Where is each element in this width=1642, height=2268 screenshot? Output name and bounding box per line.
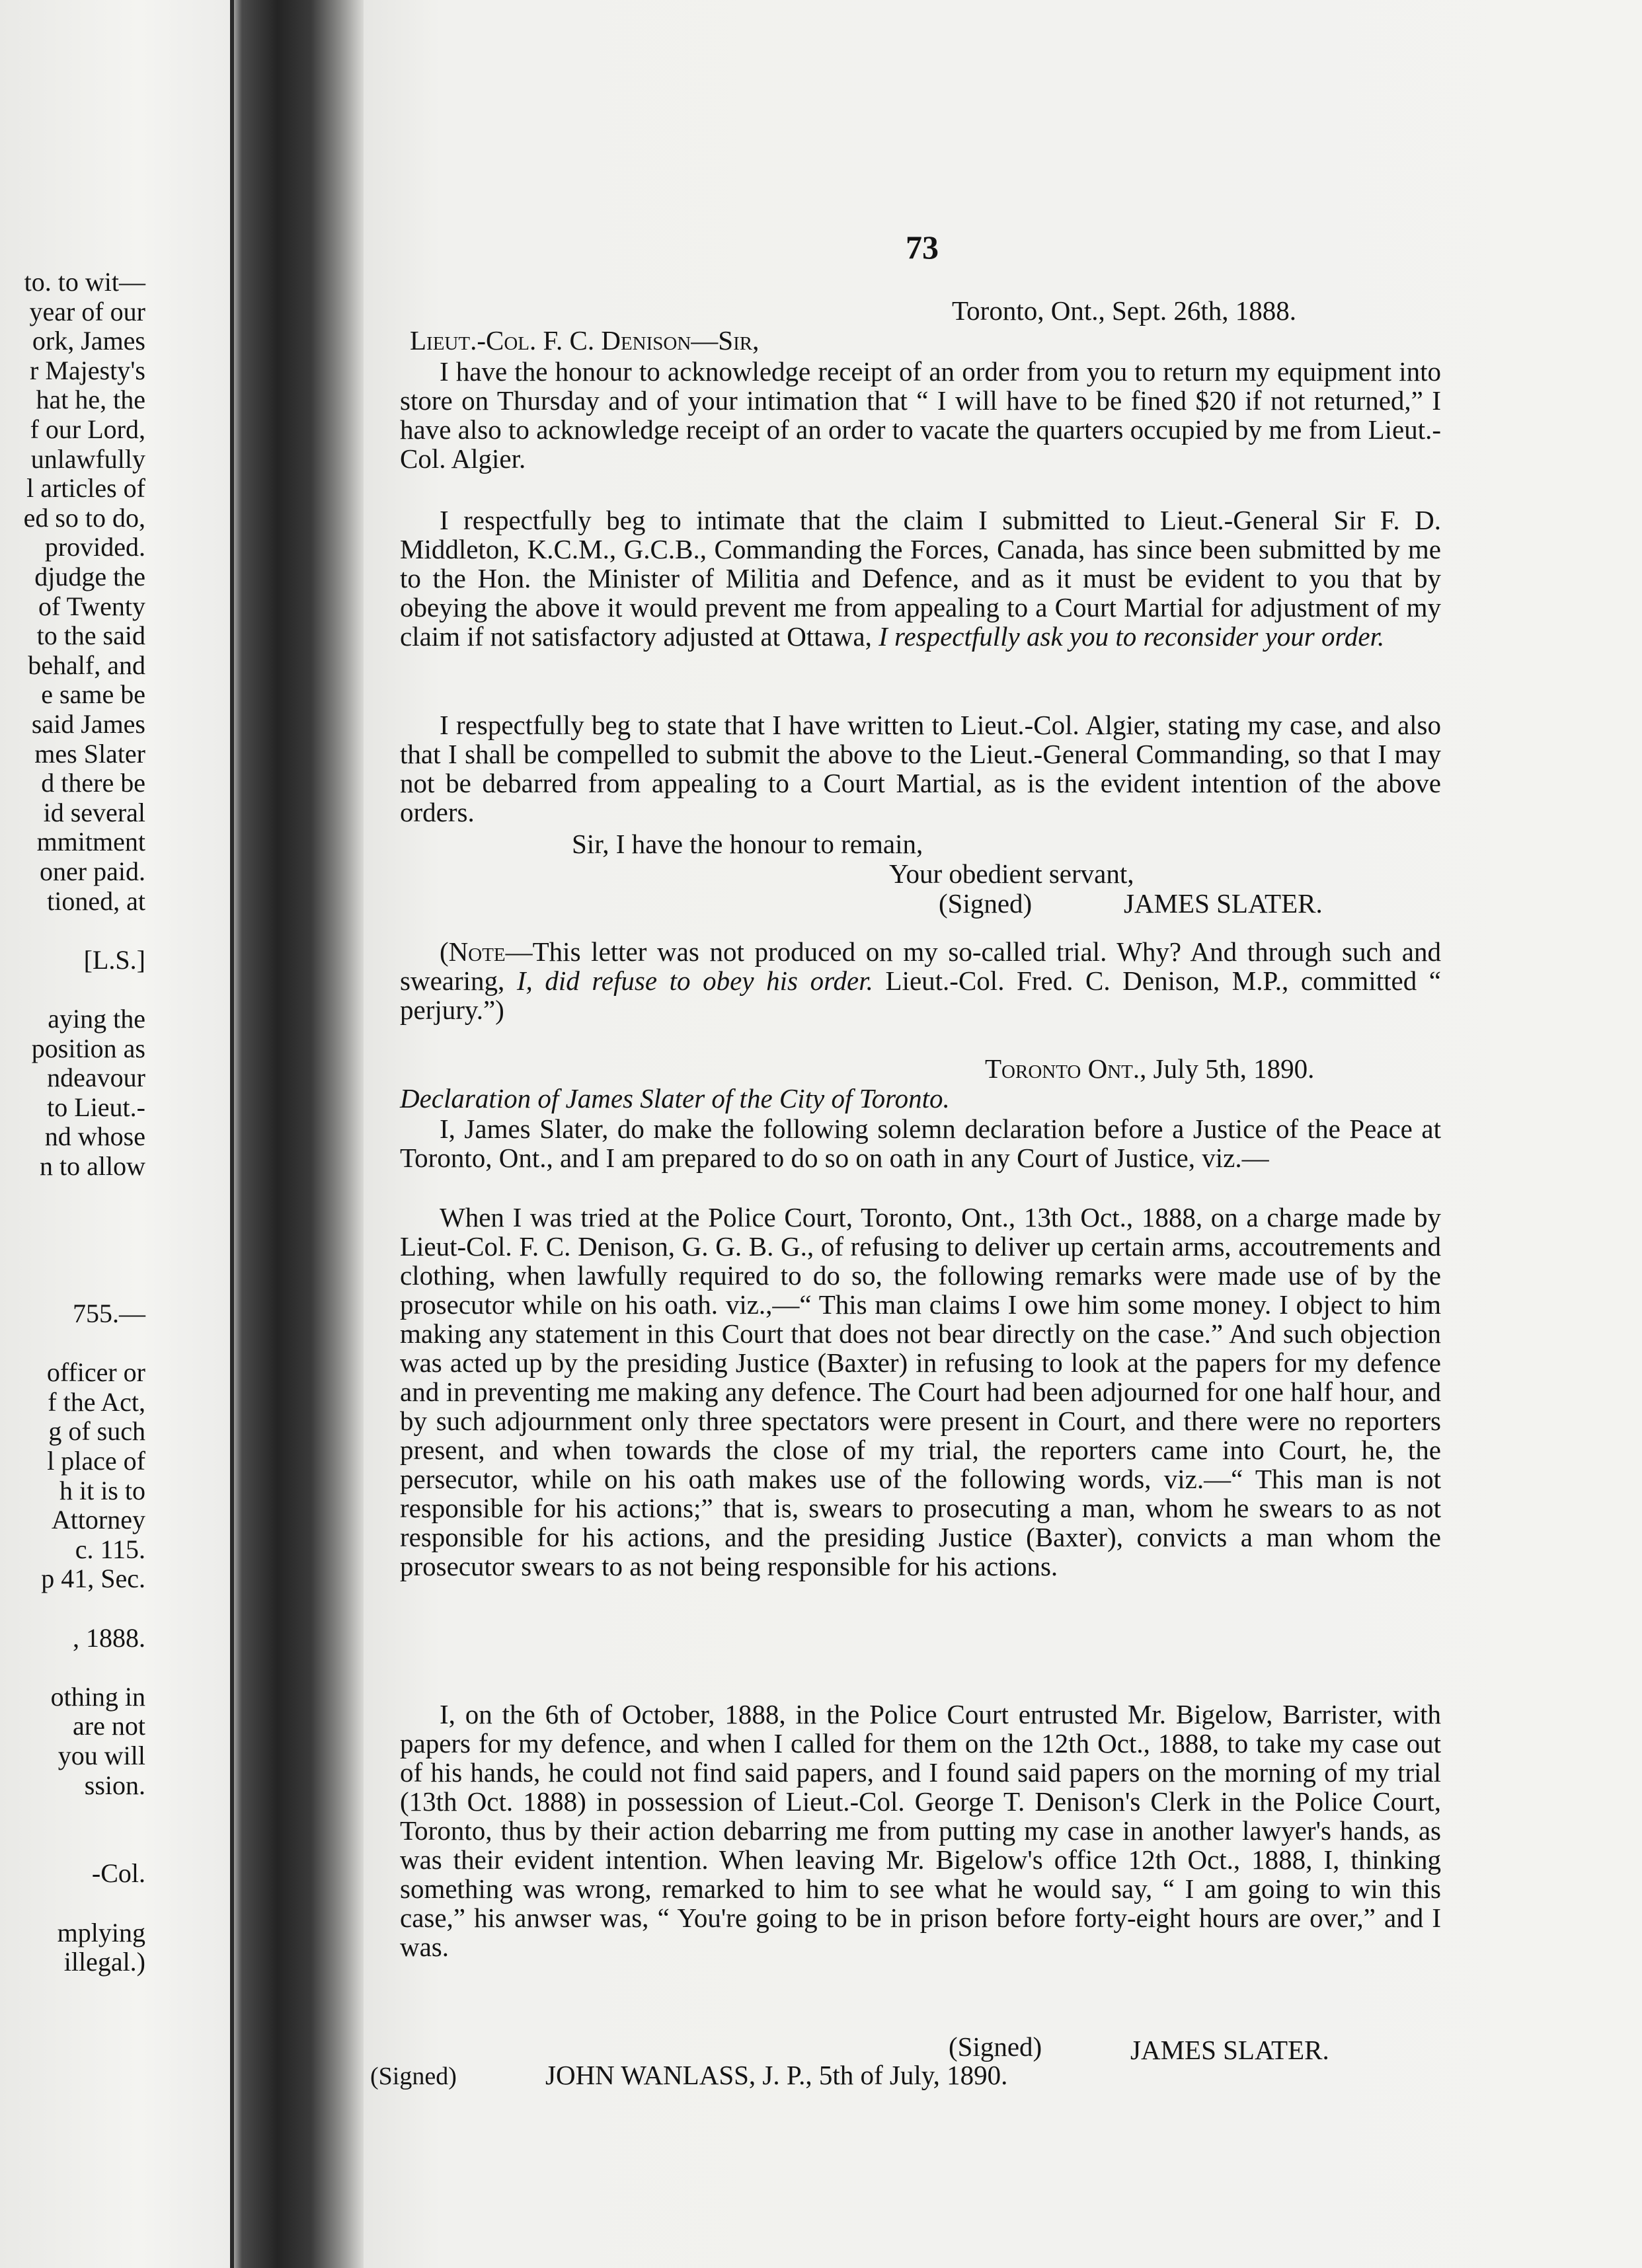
left-page-line: e same be xyxy=(41,679,145,710)
declaration-paragraph-2: When I was tried at the Police Court, Toronto, Ont., 13th Oct., 1888, on a charge made by Lieut-Col. F. C. Denison, G. G. B. G., of refusing to deliver up certain arms, accoutrements and clothing, when lawfully required to do so, the following remarks were made use of by the prosecutor while on his oath. viz.,—“ This man claims I owe him some money. I object to him making any statement in this Court that does not bear directly on the case.” And such objection was acted up by the presiding Justice (Baxter) in refusing to look at the papers for my defence and in preventing me making any defence. The Court had been adjourned for one half hour, and by such adjournment only three spectators were present in Court, and there were no reporters present, and when towards the close of my trial, the reporters came into Court, he, the persecutor, while on his oath makes use of the following words, viz.—“ This man is not responsible for his actions;” that is, swears to prosecuting a man, whom he swears to as not responsible for his actions, and the presiding Justice (Baxter), convicts a man whom the prosecutor swears to as not being responsible for his actions. xyxy=(400,1202,1441,1581)
letter-closing-1: Sir, I have the honour to remain, xyxy=(572,829,923,859)
left-page-line: officer or xyxy=(46,1357,145,1388)
letter-signature: JAMES SLATER. xyxy=(1124,888,1323,919)
left-page-line: -Col. xyxy=(91,1858,145,1889)
page-edge xyxy=(230,0,234,2268)
letter-paragraph-2-italic: I respectfully ask you to reconsider your order. xyxy=(879,621,1385,652)
left-page-line: provided. xyxy=(44,532,145,562)
left-page-line: l articles of xyxy=(26,473,145,504)
letter-closing-2: Your obedient servant, xyxy=(889,858,1134,889)
letter-paragraph-2 xyxy=(400,506,1441,651)
left-page-line: n to allow xyxy=(40,1151,145,1181)
left-page-line: 755.— xyxy=(73,1299,145,1328)
left-page-line: tioned, at xyxy=(47,886,145,916)
left-page-line: ndeavour xyxy=(47,1063,145,1093)
note-text-2: Lieut.-Col. Fred. C. Denison, M.P., committed “ perjury.”) xyxy=(400,965,1441,1025)
witness-signed-label: (Signed) xyxy=(370,2062,457,2090)
left-page-line: position as xyxy=(31,1033,145,1063)
page-number: 73 xyxy=(906,229,939,266)
left-page-line: you will xyxy=(58,1741,145,1770)
note-lead: (Note xyxy=(440,936,506,967)
letter-paragraph-3: I respectfully beg to state that I have written to Lieut.-Col. Algier, stating my case, and also that I shall be compelled to submit the above to the Lieut.-General Commanding, so that I may not be debarred from appealing to a Court Martial, as is the evident intention of the above orders. xyxy=(400,710,1441,827)
left-page-line: [L.S.] xyxy=(83,944,145,975)
left-facing-page xyxy=(0,0,231,2268)
left-page-line: to Lieut.- xyxy=(47,1092,145,1122)
left-page-line: hat he, the xyxy=(36,385,145,415)
note-italic: I, did refuse to obey his order. xyxy=(516,965,873,996)
left-page-line: l place of xyxy=(47,1446,145,1476)
letter-paragraph-1: I have the honour to acknowledge receipt of an order from you to return my equipment into store on Thursday and of your intimation that “ I will have to be fined $20 if not returned,” I have also to acknowledge receipt of an order to vacate the quarters occupied by me from Lieut.-Col. Algier. xyxy=(400,356,1441,474)
left-page-line: mes Slater xyxy=(34,738,145,769)
left-page-line: mmitment xyxy=(36,827,145,857)
left-page-line: ssion. xyxy=(84,1770,145,1800)
letter-paragraph-2-text: I respectfully beg to intimate that the claim I submitted to Lieut.-General Sir F. D. Middleton, K.C.M., G.C.B., Commanding the Forces, Canada, has since been submitted by me to the Hon. the Minister of Militia and Defence, and as it must be evident to you that by obeying the above it would prevent me from appealing to a Court Martial for adjustment of my claim if not satisfactory adjusted at Ottawa, xyxy=(400,505,1441,652)
book-gutter-shadow xyxy=(231,0,364,2268)
left-page-line: illegal.) xyxy=(63,1947,145,1977)
note-text-1: —This letter was not produced on my so-called trial. Why? And through such and swearing, xyxy=(400,936,1441,996)
left-page-line: oner paid. xyxy=(40,856,145,886)
left-page-line: , 1888. xyxy=(73,1622,145,1653)
left-page-line: are not xyxy=(73,1711,145,1741)
left-page-line: year of our xyxy=(29,296,145,326)
left-page-line: aying the xyxy=(48,1004,145,1034)
declaration-dateline-date: , July 5th, 1890. xyxy=(1140,1053,1315,1084)
letter-dateline: Toronto, Ont., Sept. 26th, 1888. xyxy=(952,295,1297,326)
left-page-line: f the Act, xyxy=(48,1386,145,1417)
left-page-line: othing in xyxy=(50,1681,145,1712)
left-page-line: mplying xyxy=(57,1917,145,1947)
left-page-line: Attorney xyxy=(51,1505,145,1535)
declaration-heading: Declaration of James Slater of the City of Toronto. xyxy=(400,1083,950,1114)
declaration-dateline xyxy=(985,1054,1314,1083)
left-page-line: g of such xyxy=(48,1416,145,1447)
letter-salutation: Lieut.-Col. F. C. Denison—Sir, xyxy=(410,325,760,356)
left-page-line: c. 115. xyxy=(75,1534,145,1564)
left-page-line: id several xyxy=(43,797,145,827)
declaration-paragraph-3: I, on the 6th of October, 1888, in the Police Court entrusted Mr. Bigelow, Barrister, with papers for my defence, and when I called for them on the 12th Oct., 1888, to take my case out of his hands, he could not find said papers, and I found said papers on the morning of my trial (13th Oct. 1888) in possession of Lieut.-Col. George T. Denison's Clerk in the Police Court, Toronto, thus by their action debarring me from putting my case in another lawyer's hands, as was their evident intention. When leaving Mr. Bigelow's office 12th Oct., 1888, I, thinking something was wrong, remarked to him to see what he would say, “ I am going to win this case,” his anwser was, “ You're going to be in prison before forty-eight hours are over,” and I was. xyxy=(400,1699,1441,1962)
declaration-paragraph-1: I, James Slater, do make the following solemn declaration before a Justice of the Peace at Toronto, Ont., and I am prepared to do so on oath in any Court of Justice, viz.— xyxy=(400,1114,1441,1173)
left-page-line: behalf, and xyxy=(28,650,145,680)
left-page-line: h it is to xyxy=(59,1475,145,1505)
letter-signed-label: (Signed) xyxy=(939,888,1033,919)
declaration-signature: JAMES SLATER. xyxy=(1130,2035,1329,2065)
left-page-line: d there be xyxy=(41,768,145,798)
left-page-line: f our Lord, xyxy=(30,414,145,444)
left-page-line: nd whose xyxy=(44,1121,145,1152)
left-page-line: said James xyxy=(31,709,145,739)
left-page-line: to the said xyxy=(36,621,145,651)
left-page-line: r Majesty's xyxy=(30,355,145,385)
declaration-dateline-place: Toronto Ont. xyxy=(985,1053,1140,1084)
left-page-line: ed so to do, xyxy=(23,502,145,533)
left-page-line: unlawfully xyxy=(30,443,145,474)
left-page-line: p 41, Sec. xyxy=(41,1564,145,1594)
left-page-line: ork, James xyxy=(32,326,145,356)
left-page-line: djudge the xyxy=(34,562,145,591)
witness-signature: JOHN WANLASS, J. P., 5th of July, 1890. xyxy=(545,2060,1008,2090)
left-page-line: to. to wit— xyxy=(24,267,145,297)
left-page-line: of Twenty xyxy=(38,591,145,621)
note-paragraph xyxy=(400,937,1441,1024)
declaration-signed-label: (Signed) xyxy=(949,2031,1042,2062)
